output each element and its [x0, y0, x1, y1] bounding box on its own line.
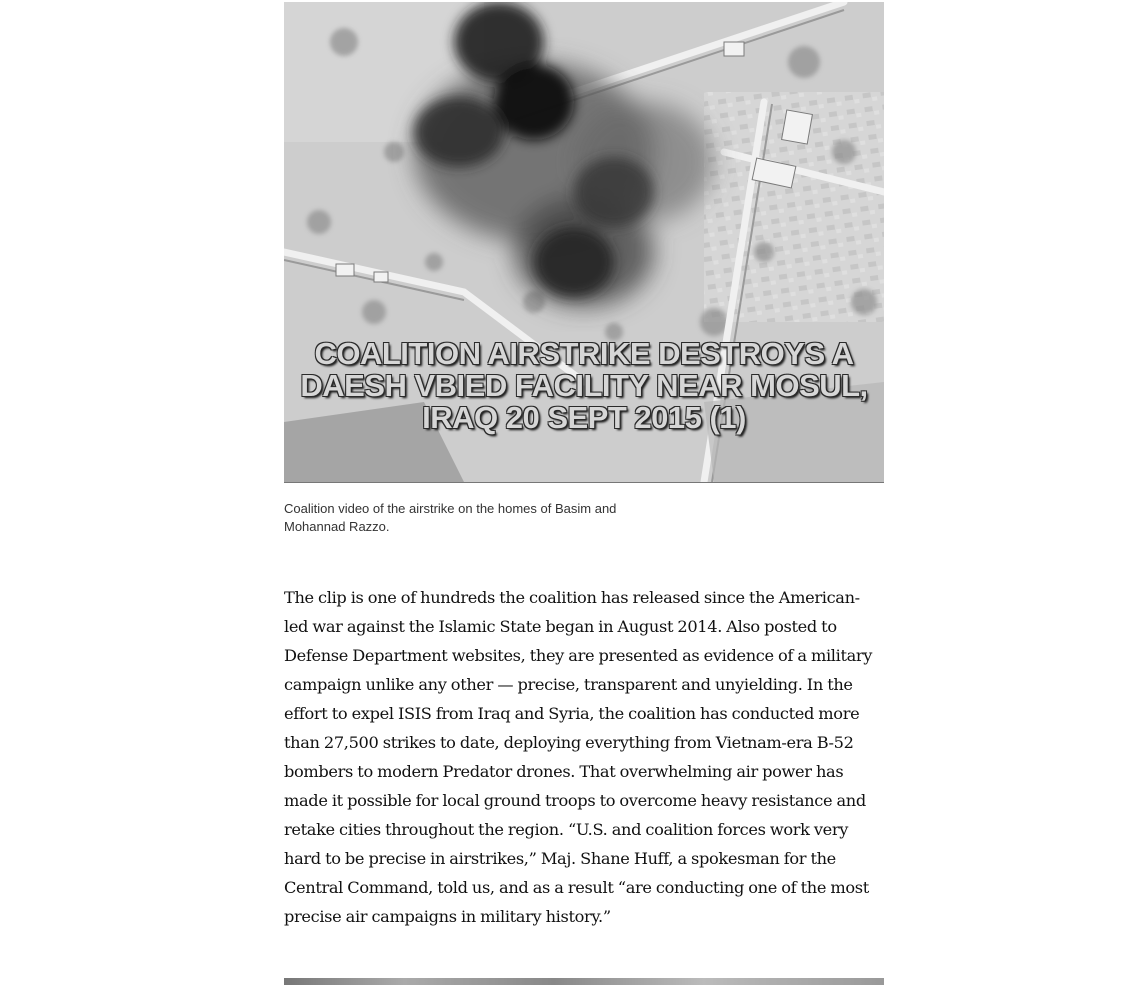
- overlay-line-1: COALITION AIRSTRIKE DESTROYS A: [314, 336, 854, 371]
- next-figure-image: [284, 978, 884, 985]
- video-overlay-title: [284, 338, 884, 434]
- figure-caption: Coalition video of the airstrike on the homes of Basim and Mohannad Razzo.: [284, 501, 617, 534]
- article-column: [284, 0, 884, 947]
- overlay-line-3: IRAQ 20 SEPT 2015 (1): [422, 400, 746, 435]
- airstrike-video-still[interactable]: [284, 2, 884, 483]
- overlay-line-2: DAESH VBIED FACILITY NEAR MOSUL,: [300, 368, 868, 403]
- article-paragraph: The clip is one of hundreds the coalition has released since the American-led war against the Islamic State began in August 2014. Also posted to Defense Department websites, they are presented as evidence of a military campaign unlike any other — precise, transparent and unyielding. In the effort to expel ISIS from Iraq and Syria, the coalition has conducted more than 27,500 strikes to date, deploying everything from Vietnam-era B-52 bombers to modern Predator drones. That overwhelming air power has made it possible for local ground troops to overcome heavy resistance and retake cities throughout the region. “U.S. and coalition forces work very hard to be precise in airstrikes,” Maj. Shane Huff, a spokesman for the Central Command, told us, and as a result “are conducting one of the most precise air campaigns in military history.”: [284, 588, 873, 926]
